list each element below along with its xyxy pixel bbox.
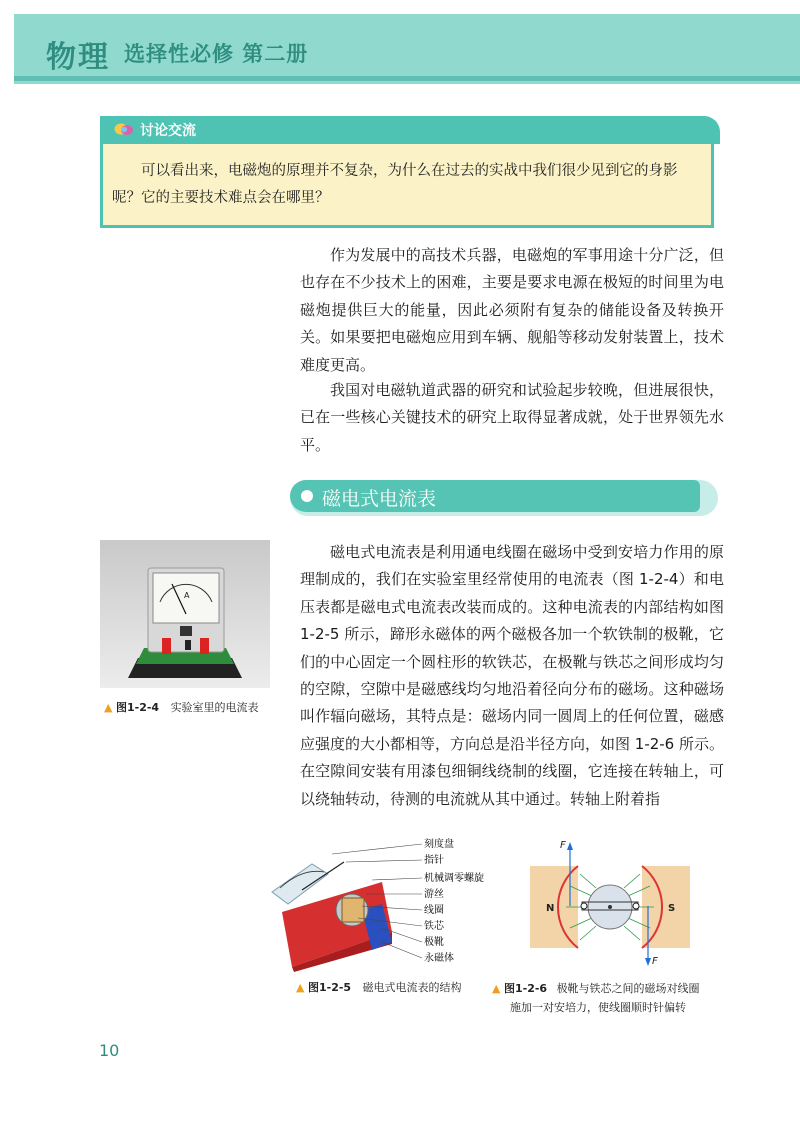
figure-caption-text: 磁电式电流表的结构 xyxy=(362,981,462,994)
figure-number: 图1-2-5 xyxy=(307,981,352,994)
force-label-bottom: F xyxy=(652,956,658,967)
caption-triangle-icon: ▲ xyxy=(492,982,501,995)
page-number: 10 xyxy=(99,1041,120,1060)
label-hairspring: 游丝 xyxy=(424,889,444,900)
page-header xyxy=(0,0,800,84)
figure-caption-1-2-6 xyxy=(492,979,732,1017)
figure-number: 图1-2-6 xyxy=(503,982,548,995)
label-pole-shoe: 极靴 xyxy=(424,937,444,948)
pole-s-label: S xyxy=(668,903,676,914)
body-paragraph-1: 作为发展中的高技术兵器，电磁炮的军事用途十分广泛，但也存在不少技术上的困难，主要是要求电源在极短的时间里为电磁炮提供巨大的能量，因此必须附有复杂的储能设备及转换开关。如果要把电磁炮应用到车辆、舰船等移动发射装置上，技术难度更高。 xyxy=(300,246,724,374)
label-iron-core: 铁芯 xyxy=(424,921,444,932)
discussion-icon xyxy=(114,121,134,139)
label-zero-adjust: 机械调零螺旋 xyxy=(424,873,484,884)
figure-caption-line-1: 极靴与铁芯之间的磁场对线圈 xyxy=(556,982,700,995)
discussion-title: 讨论交流 xyxy=(140,123,196,139)
pole-n-label: N xyxy=(546,903,555,914)
caption-triangle-icon: ▲ xyxy=(296,981,305,994)
ammeter-structure-diagram xyxy=(262,832,492,972)
subject-title: 物理 xyxy=(46,40,110,75)
figure-caption-text: 实验室里的电流表 xyxy=(170,701,259,714)
radial-field-diagram xyxy=(530,836,690,968)
body-paragraph-3: 磁电式电流表是利用通电线圈在磁场中受到安培力作用的原理制成的，我们在实验室里经常使用的电流表（图 1-2-4）和电压表都是磁电式电流表改装而成的。这种电流表的内部结构如图 1-2-5 所示，蹄形永磁体的两个磁极各加一个软铁制的极靴，它们的中心固定一个圆柱形的软铁芯，在极靴与铁芯之间形成均匀的空隙，空隙中是磁感线均匀地沿着径向分布的磁场。这种磁场叫作辐向磁场，其特点是：磁场内同一圆周上的任何位置，磁感应强度的大小都相等，方向总是沿半径方向，如图 1-2-6 所示。在空隙间安装有用漆包细铜线绕制的线圈，它连接在转轴上，可以绕轴转动，待测的电流就从其中通过。转轴上附着指 xyxy=(300,543,724,808)
book-title: 选择性必修 第二册 xyxy=(124,42,309,66)
label-dial: 刻度盘 xyxy=(424,839,454,850)
figure-number: 图1-2-4 xyxy=(115,701,160,714)
figure-caption-1-2-5 xyxy=(296,979,462,995)
label-permanent-magnet: 永磁体 xyxy=(424,953,454,964)
dial-letter: A xyxy=(184,591,190,600)
figure-caption-1-2-4 xyxy=(104,699,259,715)
body-paragraph-2: 我国对电磁轨道武器的研究和试验起步较晚，但进展很快，已在一些核心关键技术的研究上取得显著成就，处于世界领先水平。 xyxy=(300,381,724,454)
header-underline xyxy=(14,76,800,81)
label-pointer: 指针 xyxy=(424,855,444,866)
section-title: 磁电式电流表 xyxy=(322,488,437,510)
discussion-text: 可以看出来，电磁炮的原理并不复杂，为什么在过去的实战中我们很少见到它的身影呢？它的主要技术难点会在哪里？ xyxy=(112,163,678,206)
force-label-top: F xyxy=(560,840,566,851)
figure-caption-line-2: 施加一对安培力，使线圈顺时针偏转 xyxy=(510,1001,686,1014)
caption-triangle-icon: ▲ xyxy=(104,701,113,714)
label-coil: 线圈 xyxy=(424,905,444,916)
section-bullet-icon xyxy=(301,490,313,502)
ammeter-photo xyxy=(100,540,270,688)
